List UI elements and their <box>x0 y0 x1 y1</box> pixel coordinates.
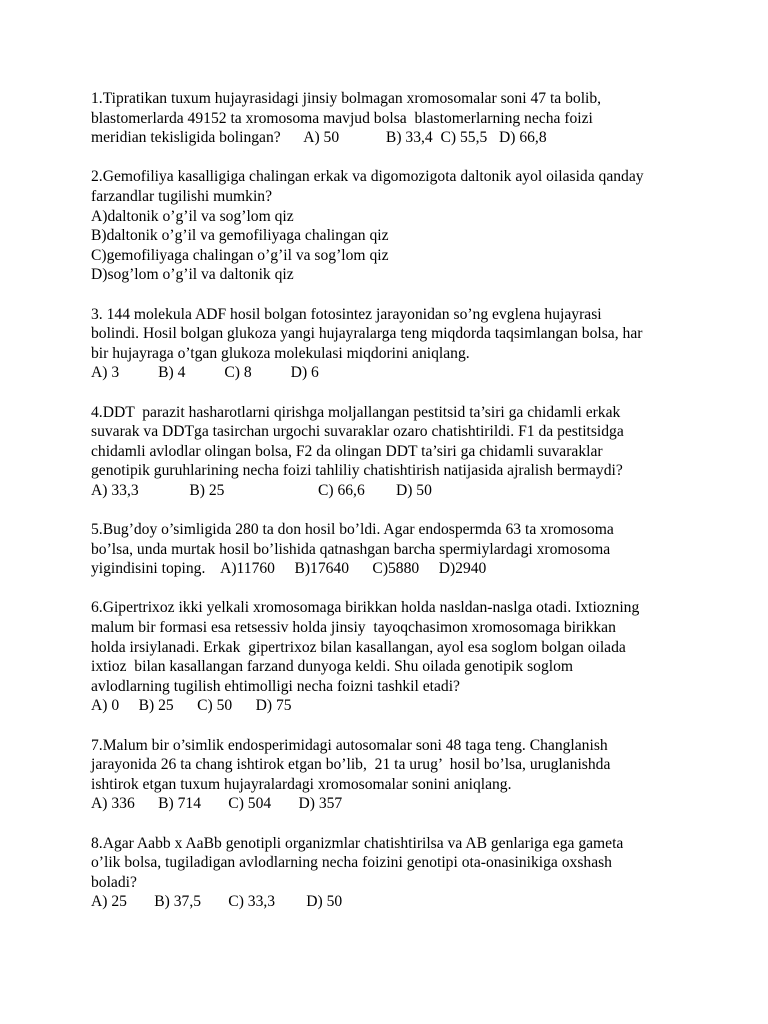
question-line: ixtioz bilan kasallangan farzand dunyoga keldi. Shu oilada genotipik soglom <box>91 658 573 676</box>
question-line: chidamli avlodlar olingan bolsa, F2 da olingan DDT ta’siri ga chidamli suvaraklar <box>91 442 603 460</box>
answer-option-b: B)daltonik o’g’il va gemofiliyaga chalingan qiz <box>91 227 389 245</box>
question-line: blastomerlarda 49152 ta xromosoma mavjud bolsa blastomerlarning necha foizi <box>91 109 593 127</box>
question-line: holda irsiylanadi. Erkak gipertrixoz bilan kasallangan, ayol esa soglom bolgan oilada <box>91 638 626 656</box>
question-4 <box>91 403 741 501</box>
question-line: suvarak va DDTga tasirchan urgochi suvaraklar ozaro chatishtirildi. F1 da pestitsidga <box>91 423 624 441</box>
question-1 <box>91 89 741 148</box>
question-line: 2.Gemofiliya kasalligiga chalingan erkak va digomozigota daltonik ayol oilasida qanday <box>91 168 644 186</box>
answer-options: A) 25 B) 37,5 C) 33,3 D) 50 <box>91 893 343 911</box>
answer-option-a: A)daltonik o’g’il va sog’lom qiz <box>91 207 294 225</box>
question-line: genotipik guruhlarining necha foizi tahliliy chatishtirish natijasida ajralish bermaydi? <box>91 462 623 480</box>
answer-options: A) 3 B) 4 C) 8 D) 6 <box>91 364 319 382</box>
question-line: ishtirok etgan tuxum hujayralardagi xromosomalar sonini aniqlang. <box>91 775 512 793</box>
question-line: avlodlarning tugilish ehtimolligi necha foizni tashkil etadi? <box>91 677 460 695</box>
question-7 <box>91 736 741 814</box>
document-page <box>91 89 741 932</box>
answer-option-c: C)gemofiliyaga chalingan o’g’il va sog’lom qiz <box>91 246 389 264</box>
question-line: 7.Malum bir o’simlik endosperimidagi autosomalar soni 48 taga teng. Changlanish <box>91 736 608 754</box>
question-line: 8.Agar Aabb x AaBb genotipli organizmlar chatishtirilsa va AB genlariga ega gameta <box>91 834 624 852</box>
question-line: o’lik bolsa, tugiladigan avlodlarning necha foizini genotipi ota-onasinikiga oxshash <box>91 854 612 872</box>
answer-options: A) 336 B) 714 C) 504 D) 357 <box>91 795 343 813</box>
question-line: bir hujayraga o’tgan glukoza molekulasi miqdorini aniqlang. <box>91 344 470 362</box>
answer-option-d: D)sog’lom o’g’il va daltonik qiz <box>91 266 294 284</box>
question-line: 1.Tipratikan tuxum hujayrasidagi jinsiy bolmagan xromosomalar soni 47 ta bolib, <box>91 90 602 107</box>
question-line: bo’lsa, unda murtak hosil bo’lishida qatnashgan barcha spermiylardagi xromosoma <box>91 540 611 558</box>
question-line: 3. 144 molekula ADF hosil bolgan fotosintez jarayonidan so’ng evglena hujayrasi <box>91 305 602 323</box>
question-line: bolindi. Hosil bolgan glukoza yangi hujayralarga teng miqdorda taqsimlangan bolsa, har <box>91 325 643 343</box>
answer-options: A) 33,3 B) 25 C) 66,6 D) 50 <box>91 481 432 499</box>
question-line: malum bir formasi esa retsessiv holda jinsiy tayoqchasimon xromosomaga birikkan <box>91 619 616 637</box>
question-line: farzandlar tugilishi mumkin? <box>91 187 273 205</box>
question-3 <box>91 305 741 383</box>
question-line: jarayonida 26 ta chang ishtirok etgan bo’lib, 21 ta urug’ hosil bo’lsa, uruglanishda <box>91 756 611 774</box>
question-8 <box>91 834 741 912</box>
question-line: boladi? <box>91 873 137 891</box>
answer-options: meridian tekisligida bolingan? A) 50 B) 33,4 C) 55,5 D) 66,8 <box>91 129 547 147</box>
answer-options: yigindisini toping. A)11760 B)17640 C)5880 D)2940 <box>91 560 487 578</box>
question-line: 6.Gipertrixoz ikki yelkali xromosomaga birikkan holda nasldan-naslga otadi. Ixtiozning <box>91 599 640 617</box>
question-line: 4.DDT parazit hasharotlarni qirishga moljallangan pestitsid ta’siri ga chidamli erkak <box>91 403 621 421</box>
question-line: 5.Bug’doy o’simligida 280 ta don hosil bo’ldi. Agar endospermda 63 ta xromosoma <box>91 521 614 539</box>
question-2 <box>91 167 741 285</box>
answer-options: A) 0 B) 25 C) 50 D) 75 <box>91 697 292 715</box>
question-5 <box>91 520 741 579</box>
question-6 <box>91 598 741 716</box>
